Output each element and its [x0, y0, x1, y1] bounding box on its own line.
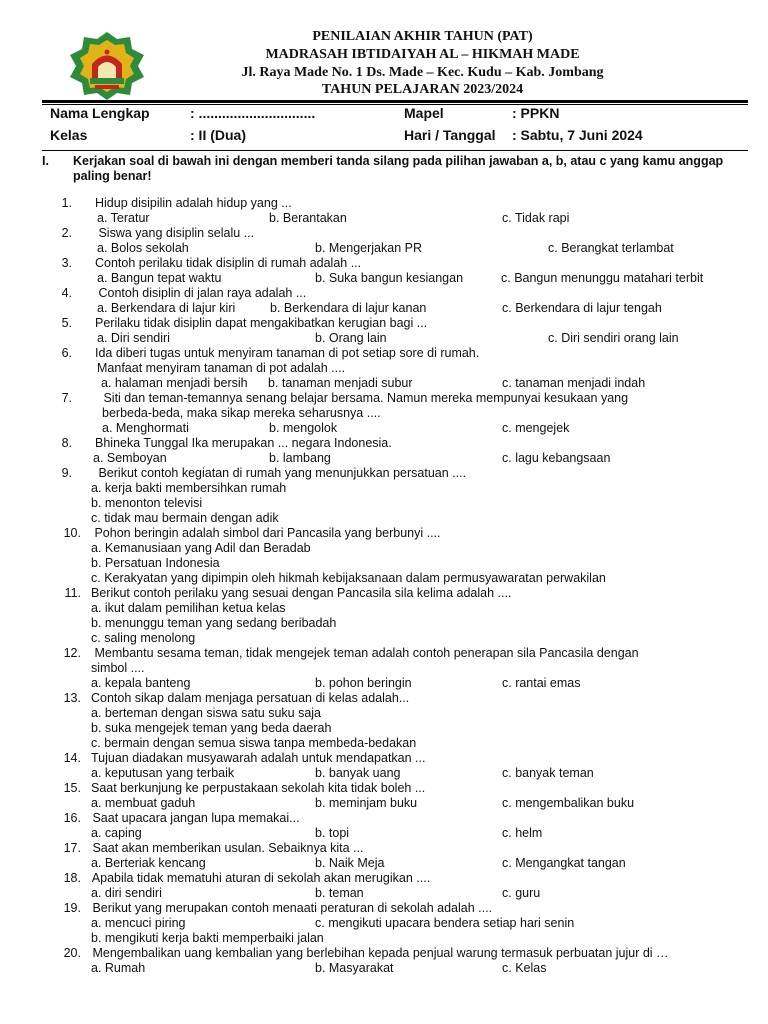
question-number: 7. — [61, 391, 72, 405]
option-c[interactable]: c. Berkendara di lajur tengah — [502, 301, 662, 315]
option-a[interactable]: a. Teratur — [97, 211, 150, 225]
option-c[interactable]: c. Kerakyatan yang dipimpin oleh hikmah kebijaksanaan dalam permusyawaratan perwakilan — [91, 571, 606, 585]
option-c[interactable]: c. tanaman menjadi indah — [502, 376, 646, 390]
option-c[interactable]: c. Diri sendiri orang lain — [548, 331, 679, 345]
option-c[interactable]: c. mengembalikan buku — [502, 796, 635, 810]
option-b[interactable]: b. pohon beringin — [315, 676, 412, 690]
subject-label: Mapel — [404, 105, 444, 121]
option-b[interactable]: b. Persatuan Indonesia — [91, 556, 220, 570]
info-divider — [42, 150, 748, 151]
option-c[interactable]: c. guru — [502, 886, 541, 900]
question-17 — [46, 841, 363, 856]
question-2 — [46, 226, 254, 241]
question-number: 10. — [63, 526, 81, 540]
question-number: 8. — [61, 436, 72, 450]
option-b[interactable]: b. banyak uang — [315, 766, 401, 780]
option-c[interactable]: c. lagu kebangsaan — [502, 451, 611, 465]
question-text: Membantu sesama teman, tidak mengejek teman adalah contoh penerapan sila Pancasila dengan — [91, 646, 639, 660]
question-1 — [46, 196, 292, 211]
question-8 — [46, 436, 392, 451]
question-number: 16. — [63, 811, 81, 825]
question-9 — [46, 466, 466, 481]
question-16 — [46, 811, 300, 826]
option-c[interactable]: c. Kelas — [502, 961, 547, 975]
question-number: 4. — [61, 286, 72, 300]
question-13 — [46, 691, 409, 706]
question-text: Saat upacara jangan lupa memakai... — [89, 811, 300, 825]
question-text-continued: simbol .... — [91, 661, 145, 675]
option-a[interactable]: a. kerja bakti membersihkan rumah — [91, 481, 287, 495]
question-6 — [46, 346, 479, 361]
option-b[interactable]: b. suka mengejek teman yang beda daerah — [91, 721, 332, 735]
option-c[interactable]: c. Berangkat terlambat — [548, 241, 674, 255]
question-20 — [46, 946, 669, 961]
option-b[interactable]: b. Berkendara di lajur kanan — [270, 301, 427, 315]
question-number: 12. — [63, 646, 81, 660]
header-divider-thick — [42, 100, 748, 103]
question-text: Berikut contoh perilaku yang sesuai dengan Pancasila sila kelima adalah .... — [91, 586, 512, 600]
school-name: MADRASAH IBTIDAIYAH AL – HIKMAH MADE — [265, 47, 580, 62]
option-c[interactable]: c. saling menolong — [91, 631, 196, 645]
option-a[interactable]: a. Menghormati — [102, 421, 189, 435]
option-a[interactable]: a. ikut dalam pemilihan ketua kelas — [91, 601, 286, 615]
option-b[interactable]: b. Masyarakat — [315, 961, 394, 975]
question-number: 6. — [61, 346, 72, 360]
section-instruction: Kerjakan soal di bawah ini dengan memberi tanda silang pada pilihan jawaban a, b, atau c yang kamu anggap paling benar! — [73, 154, 724, 183]
question-text: Berikut yang merupakan contoh menaati peraturan di sekolah adalah .... — [89, 901, 493, 915]
name-field[interactable]: : .............................. — [190, 105, 316, 121]
question-12 — [46, 646, 639, 661]
option-b[interactable]: b. Orang lain — [315, 331, 387, 345]
question-number: 5. — [61, 316, 72, 330]
option-c[interactable]: c. Tidak rapi — [502, 211, 570, 225]
question-14 — [46, 751, 425, 766]
name-label: Nama Lengkap — [50, 105, 150, 121]
question-text: Siswa yang disiplin selalu ... — [95, 226, 255, 240]
option-c[interactable]: c. rantai emas — [502, 676, 581, 690]
question-number: 17. — [63, 841, 81, 855]
option-c[interactable]: c. mengejek — [502, 421, 570, 435]
question-number: 14. — [63, 751, 81, 765]
question-text: Hidup disipilin adalah hidup yang ... — [95, 196, 292, 210]
academic-year: TAHUN PELAJARAN 2023/2024 — [321, 82, 524, 97]
option-b[interactable]: b. mengikuti kerja bakti memperbaiki jalan — [91, 931, 324, 945]
option-c[interactable]: c. banyak teman — [502, 766, 594, 780]
date-value: : Sabtu, 7 Juni 2024 — [512, 127, 643, 143]
question-number: 20. — [63, 946, 81, 960]
option-c[interactable]: c. tidak mau bermain dengan adik — [91, 511, 279, 525]
option-b[interactable]: b. tanaman menjadi subur — [268, 376, 413, 390]
option-b[interactable]: b. Suka bangun kesiangan — [315, 271, 464, 285]
question-number: 11. — [64, 586, 81, 600]
school-address: Jl. Raya Made No. 1 Ds. Made – Kec. Kudu – Kab. Jombang — [241, 65, 604, 80]
question-number: 18. — [63, 871, 81, 885]
option-b[interactable]: b. meminjam buku — [315, 796, 418, 810]
question-number: 13. — [63, 691, 81, 705]
option-a[interactable]: a. kepala banteng — [91, 676, 191, 690]
section-number: I. — [42, 154, 49, 168]
question-text: Bhineka Tunggal Ika merupakan ... negara Indonesia. — [95, 436, 392, 450]
subject-value: : PPKN — [512, 105, 560, 121]
option-c[interactable]: c. helm — [502, 826, 543, 840]
option-b[interactable]: b. Mengerjakan PR — [315, 241, 423, 255]
question-text: Pohon beringin adalah simbol dari Pancasila yang berbunyi .... — [91, 526, 441, 540]
option-b[interactable]: b. mengolok — [269, 421, 338, 435]
option-a[interactable]: a. membuat gaduh — [91, 796, 196, 810]
option-a[interactable]: a. Kemanusiaan yang Adil dan Beradab — [91, 541, 311, 555]
option-a[interactable]: a. keputusan yang terbaik — [91, 766, 235, 780]
question-10 — [46, 526, 441, 541]
option-a[interactable]: a. berteman dengan siswa satu suku saja — [91, 706, 321, 720]
option-a[interactable]: a. mencuci piring — [91, 916, 186, 930]
option-c[interactable]: c. mengikuti upacara bendera setiap hari senin — [315, 916, 575, 930]
option-a[interactable]: a. caping — [91, 826, 142, 840]
option-b[interactable]: b. Berantakan — [269, 211, 347, 225]
question-5 — [46, 316, 427, 331]
option-b[interactable]: b. Naik Meja — [315, 856, 385, 870]
question-number: 1. — [61, 196, 72, 210]
question-number: 2. — [61, 226, 72, 240]
question-text: Perilaku tidak disiplin dapat mengakibatkan kerugian bagi ... — [95, 316, 428, 330]
instruction-block — [42, 154, 742, 184]
option-b[interactable]: b. topi — [315, 826, 350, 840]
question-text: Mengembalikan uang kembalian yang berlebihan kepada penjual warung termasuk perbuatan jujur di … — [89, 946, 669, 960]
question-3 — [46, 256, 361, 271]
class-value: : II (Dua) — [190, 127, 246, 143]
question-number: 3. — [61, 256, 72, 270]
option-c[interactable]: c. bermain dengan semua siswa tanpa membeda-bedakan — [91, 736, 417, 750]
option-a[interactable]: a. halaman menjadi bersih — [101, 376, 248, 390]
question-text: Saat akan memberikan usulan. Sebaiknya kita ... — [89, 841, 364, 855]
option-a[interactable]: a. Rumah — [91, 961, 146, 975]
question-7 — [46, 391, 628, 406]
school-logo — [62, 31, 152, 101]
option-b[interactable]: b. teman — [315, 886, 364, 900]
option-b[interactable]: b. lambang — [269, 451, 331, 465]
question-15 — [46, 781, 425, 796]
option-b[interactable]: b. menonton televisi — [91, 496, 203, 510]
question-number: 19. — [63, 901, 81, 915]
question-text-continued: Manfaat menyiram tanaman di pot adalah .... — [97, 361, 346, 375]
option-a[interactable]: a. Berteriak kencang — [91, 856, 206, 870]
question-text: Tujuan diadakan musyawarah adalah untuk mendapatkan ... — [91, 751, 426, 765]
option-c[interactable]: c. Mengangkat tangan — [502, 856, 626, 870]
question-19 — [46, 901, 492, 916]
date-label: Hari / Tanggal — [404, 127, 496, 143]
question-4 — [46, 286, 306, 301]
question-number: 9. — [61, 466, 72, 480]
question-text: Ida diberi tugas untuk menyiram tanaman di pot setiap sore di rumah. — [95, 346, 480, 360]
option-a[interactable]: a. Berkendara di lajur kiri — [97, 301, 236, 315]
question-text: Berikut contoh kegiatan di rumah yang menunjukkan persatuan .... — [95, 466, 467, 480]
exam-title: PENILAIAN AKHIR TAHUN (PAT) — [312, 29, 533, 44]
question-11 — [46, 586, 511, 601]
option-a[interactable]: a. diri sendiri — [91, 886, 162, 900]
option-a[interactable]: a. Diri sendiri — [97, 331, 170, 345]
question-text: Apabila tidak mematuhi aturan di sekolah akan merugikan .... — [89, 871, 431, 885]
question-number: 15. — [63, 781, 81, 795]
option-c[interactable]: c. Bangun menunggu matahari terbit — [501, 271, 704, 285]
option-a[interactable]: a. Bolos sekolah — [97, 241, 189, 255]
option-a[interactable]: a. Semboyan — [93, 451, 167, 465]
option-b[interactable]: b. menunggu teman yang sedang beribadah — [91, 616, 337, 630]
question-18 — [46, 871, 430, 886]
question-text: Siti dan teman-temannya senang belajar bersama. Namun mereka mempunyai kesukaan yang — [100, 391, 629, 405]
question-text: Contoh perilaku tidak disiplin di rumah adalah ... — [95, 256, 362, 270]
question-text: Contoh sikap dalam menjaga persatuan di kelas adalah... — [91, 691, 410, 705]
question-text: Contoh disiplin di jalan raya adalah ... — [95, 286, 307, 300]
class-label: Kelas — [50, 127, 88, 143]
option-a[interactable]: a. Bangun tepat waktu — [97, 271, 222, 285]
question-text-continued: berbeda-beda, maka sikap mereka seharusnya .... — [102, 406, 381, 420]
question-text: Saat berkunjung ke perpustakaan sekolah kita tidak boleh ... — [91, 781, 426, 795]
